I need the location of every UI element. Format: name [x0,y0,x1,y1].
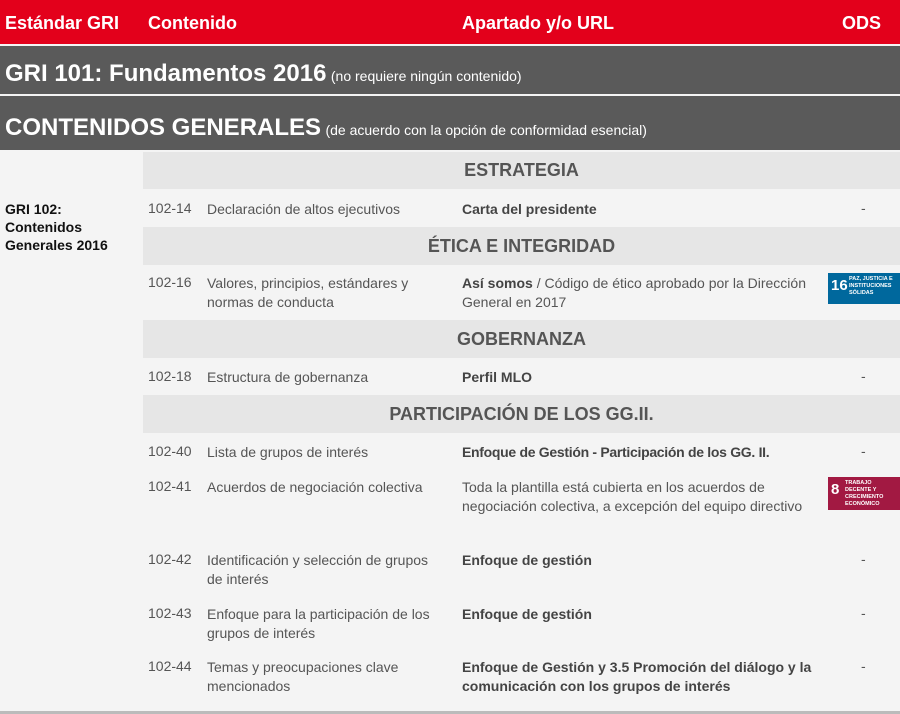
band-general-contents [0,96,900,150]
row-description: Enfoque para la participación de los grupos de interés [207,606,430,641]
row-reference [462,274,812,312]
sdg-8-icon [828,477,900,510]
row-reference [462,605,812,624]
band-gri-101-title: GRI 101: Fundamentos 2016 [5,60,327,87]
row-reference-bold: Carta del presidente [462,201,597,217]
band-general-contents-note: (de acuerdo con la opción de conformidad esencial) [325,122,647,138]
row-reference-bold: Así somos [462,275,533,291]
row-ods: - [861,200,866,216]
row-ods: - [861,658,866,674]
header-gri-standard: Estándar GRI [5,13,120,33]
band-general-contents-title: CONTENIDOS GENERALES [5,114,322,141]
row-description: Declaración de altos ejecutivos [207,201,400,217]
row-description: Estructura de gobernanza [207,369,369,385]
row-code: 102-40 [148,443,192,459]
row-code: 102-18 [148,368,192,384]
row-ods: - [861,443,866,459]
band-gri-101 [0,46,900,94]
row-reference-bold: Enfoque de gestión [462,552,592,568]
row-reference [462,368,812,387]
row-reference [462,200,812,219]
row-ods: - [861,368,866,384]
section-strategy: ESTRATEGIA [143,152,900,189]
row-code: 102-43 [148,605,192,621]
row-reference-bold: Perfil MLO [462,369,533,385]
table-header [0,0,900,44]
row-reference-text: / Código de ético aprobado por la Dirección General en 2017 [462,275,806,310]
row-reference-bold: Enfoque de Gestión - Participación de los GG. II. [462,444,770,460]
sdg-16-label: PAZ, JUSTICIA E INSTITUCIONES SÓLIDAS [849,276,893,296]
sdg-16-number: 16 [831,277,848,294]
band-gri-101-note: (no requiere ningún contenido) [330,68,522,84]
row-code: 102-14 [148,200,192,216]
section-stakeholders: PARTICIPACIÓN DE LOS GG.II. [143,395,900,433]
header-content: Contenido [148,13,237,33]
row-reference [462,658,812,696]
gri-102-label: GRI 102: Contenidos Generales 2016 [5,201,108,253]
row-description: Temas y preocupaciones clave mencionados [207,659,399,694]
row-description: Identificación y selección de grupos de interés [207,552,429,587]
row-description: Valores, principios, estándares y normas de conducta [207,275,409,310]
row-reference-bold: Enfoque de gestión [462,606,592,622]
row-code: 102-42 [148,551,192,567]
row-description: Lista de grupos de interés [207,444,369,460]
row-code: 102-44 [148,658,192,674]
row-code: 102-41 [148,478,192,494]
section-ethics: ÉTICA E INTEGRIDAD [143,227,900,265]
row-description: Acuerdos de negociación colectiva [207,479,423,495]
row-reference [462,551,812,570]
section-governance: GOBERNANZA [143,320,900,358]
row-code: 102-16 [148,274,192,290]
header-section-url: Apartado y/o URL [462,13,615,33]
row-reference: Toda la plantilla está cubierta en los acuerdos de negociación colectiva, a excepción del equipo directivo [462,479,803,514]
row-ods: - [861,551,866,567]
row-ods: - [861,605,866,621]
sdg-8-number: 8 [831,481,840,498]
sdg-16-icon [828,273,900,304]
row-reference [462,443,812,462]
row-reference-bold: Enfoque de Gestión y 3.5 Promoción del diálogo y la comunicación con los grupos de interés [462,659,812,694]
sdg-8-label: TRABAJO DECENTE Y CRECIMIENTO ECONÓMICO [845,480,884,507]
header-ods: ODS [842,13,882,33]
